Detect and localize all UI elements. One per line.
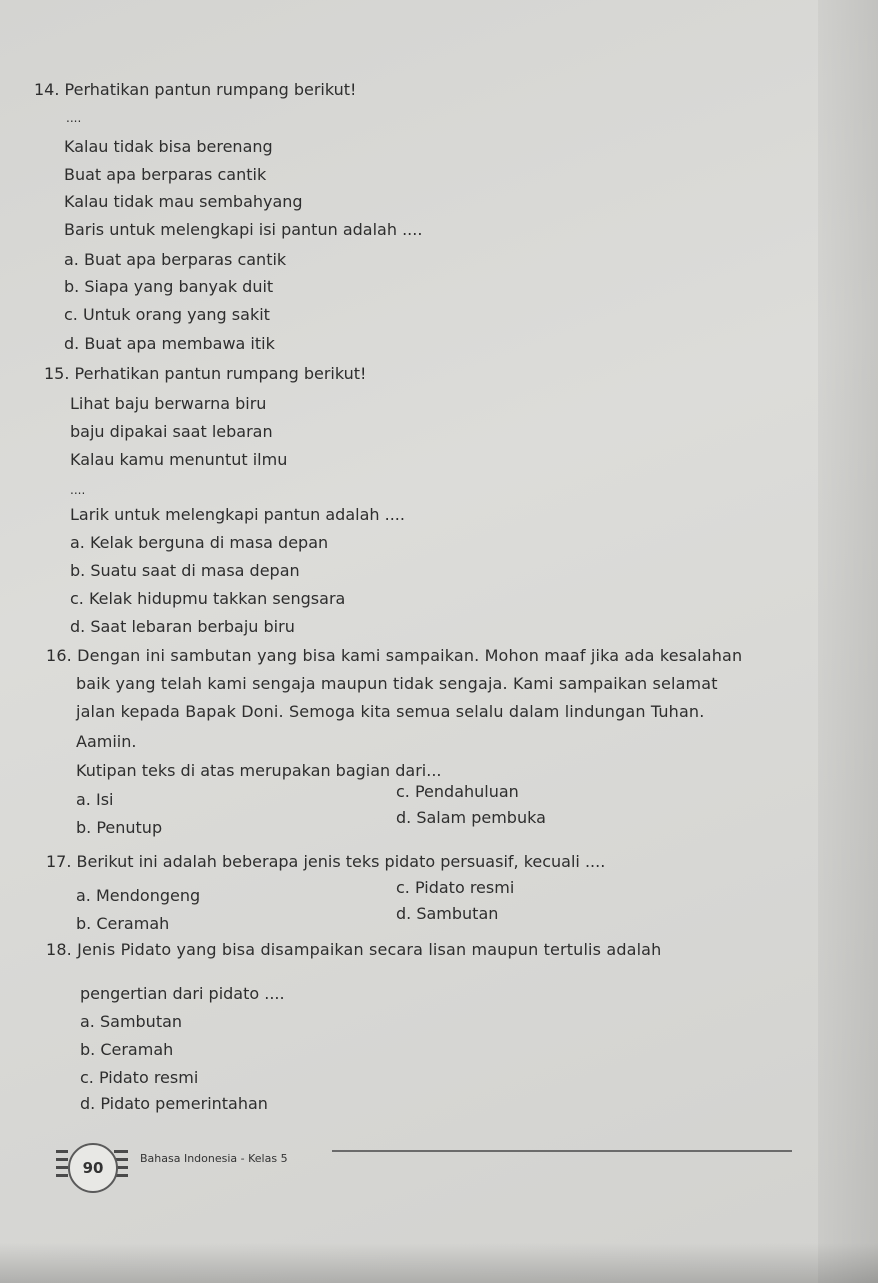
q14-option-b[interactable]: b. Siapa yang banyak duit	[64, 277, 274, 296]
q15-stem: 15. Perhatikan pantun rumpang berikut!	[44, 364, 367, 383]
book-title: Bahasa Indonesia - Kelas 5	[140, 1152, 288, 1165]
q14-prompt: Baris untuk melengkapi isi pantun adalah ....	[64, 220, 423, 239]
q18-stem: 18. Jenis Pidato yang bisa disampaikan secara lisan maupun tertulis adalah	[46, 940, 662, 959]
q17-option-c[interactable]: c. Pidato resmi	[396, 878, 515, 897]
q15-option-a[interactable]: a. Kelak berguna di masa depan	[70, 533, 329, 552]
q18-option-d[interactable]: d. Pidato pemerintahan	[80, 1094, 268, 1113]
q14-option-c[interactable]: c. Untuk orang yang sakit	[64, 305, 270, 324]
q16-option-c[interactable]: c. Pendahuluan	[396, 782, 519, 801]
q14-blank: ....	[66, 111, 82, 125]
footer-stripe	[114, 1150, 128, 1153]
q18-option-a[interactable]: a. Sambutan	[80, 1012, 183, 1031]
footer-stripe	[56, 1174, 68, 1177]
q14-option-d[interactable]: d. Buat apa membawa itik	[64, 334, 275, 353]
q15-prompt: Larik untuk melengkapi pantun adalah ....	[70, 505, 405, 524]
q14-stem: 14. Perhatikan pantun rumpang berikut!	[34, 80, 357, 99]
q18-option-b[interactable]: b. Ceramah	[80, 1040, 174, 1059]
q16-prompt: Kutipan teks di atas merupakan bagian dari...	[76, 761, 442, 780]
q16-stem: 16. Dengan ini sambutan yang bisa kami sampaikan. Mohon maaf jika ada kesalahan	[46, 646, 743, 665]
q17-option-a[interactable]: a. Mendongeng	[76, 886, 201, 905]
bottom-shadow	[0, 1243, 878, 1283]
q16-text-line-3: Aamiin.	[76, 732, 137, 751]
q15-blank: ....	[70, 483, 86, 497]
q14-line-3: Kalau tidak mau sembahyang	[64, 192, 303, 211]
footer-stripe	[56, 1158, 68, 1161]
q16-text-line-2: jalan kepada Bapak Doni. Semoga kita semua selalu dalam lindungan Tuhan.	[76, 702, 705, 721]
q16-option-b[interactable]: b. Penutup	[76, 818, 163, 837]
q14-line-2: Buat apa berparas cantik	[64, 165, 267, 184]
q14-line-1: Kalau tidak bisa berenang	[64, 137, 273, 156]
q15-option-c[interactable]: c. Kelak hidupmu takkan sengsara	[70, 589, 346, 608]
q15-line-1: Lihat baju berwarna biru	[70, 394, 267, 413]
q15-line-3: Kalau kamu menuntut ilmu	[70, 450, 288, 469]
q14-option-a[interactable]: a. Buat apa berparas cantik	[64, 250, 287, 269]
q15-option-d[interactable]: d. Saat lebaran berbaju biru	[70, 617, 295, 636]
q16-option-a[interactable]: a. Isi	[76, 790, 114, 809]
footer-stripe	[56, 1166, 68, 1169]
q17-stem: 17. Berikut ini adalah beberapa jenis teks pidato persuasif, kecuali ....	[46, 852, 606, 871]
footer-stripe	[56, 1150, 68, 1153]
q18-stem-continued: pengertian dari pidato ....	[80, 984, 285, 1003]
q17-option-b[interactable]: b. Ceramah	[76, 914, 170, 933]
page-edge-shadow	[818, 0, 878, 1283]
q18-option-c[interactable]: c. Pidato resmi	[80, 1068, 199, 1087]
footer-divider	[332, 1150, 792, 1152]
q17-option-d[interactable]: d. Sambutan	[396, 904, 499, 923]
q15-option-b[interactable]: b. Suatu saat di masa depan	[70, 561, 300, 580]
q15-line-2: baju dipakai saat lebaran	[70, 422, 273, 441]
page-number-badge: 90	[68, 1143, 118, 1193]
q16-text-line-1: baik yang telah kami sengaja maupun tidak sengaja. Kami sampaikan selamat	[76, 674, 718, 693]
q16-option-d[interactable]: d. Salam pembuka	[396, 808, 546, 827]
